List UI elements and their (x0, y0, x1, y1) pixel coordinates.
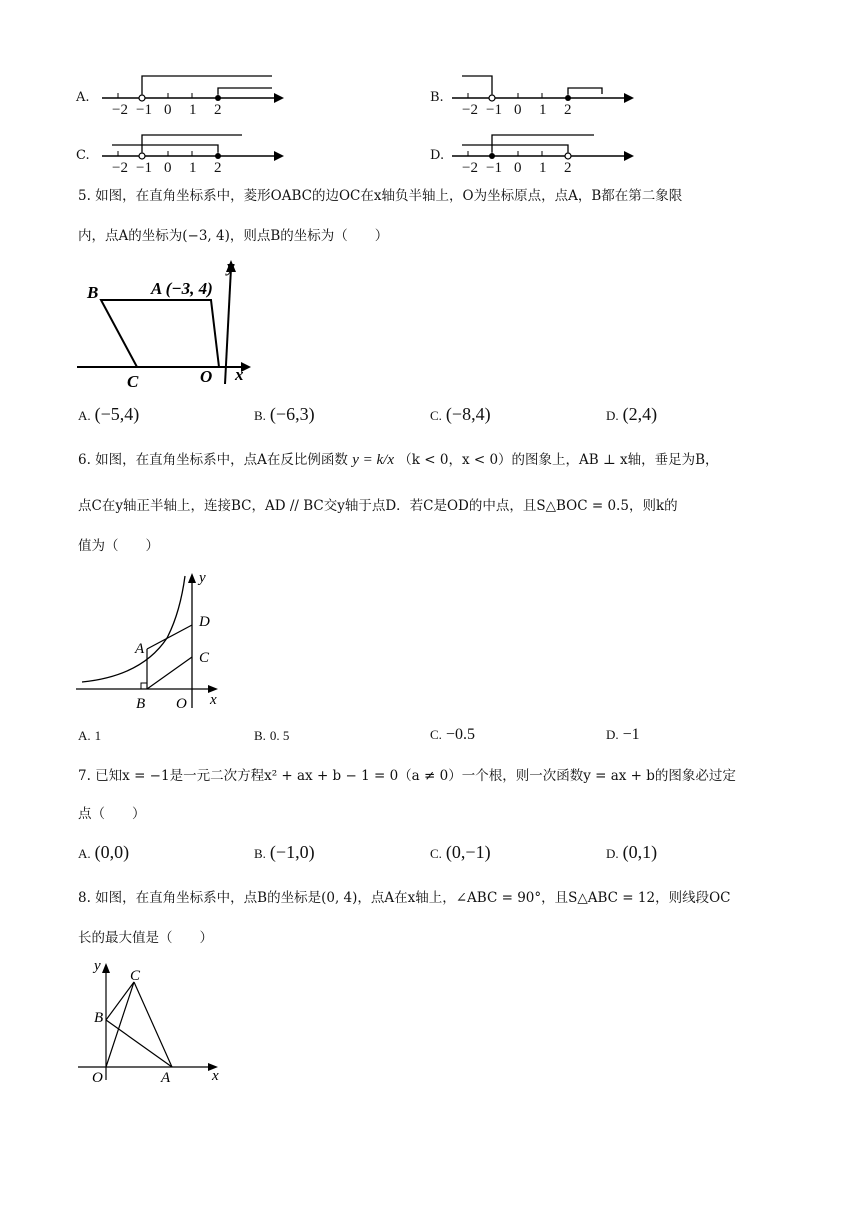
tick-label: −1 (136, 102, 152, 118)
tick-label: 2 (214, 160, 222, 176)
option-label: D. (606, 408, 619, 423)
q5-option-d[interactable] (606, 404, 657, 425)
option-label: D. (606, 846, 619, 861)
q7-stem-line2: 点（ ） (78, 806, 146, 822)
tick-label: 0 (164, 160, 172, 176)
option-value: −0.5 (445, 726, 475, 743)
tick-label: −2 (462, 160, 478, 176)
point-label-b: B (136, 696, 146, 712)
tick-label: 2 (564, 102, 572, 118)
option-value: −1 (622, 726, 640, 743)
axis-label-y: y (94, 958, 101, 974)
q6-stem-line1-end: （k < 0，x < 0）的图象上，AB ⊥ x轴，垂足为B， (398, 452, 719, 468)
option-value: (2,4) (622, 404, 658, 424)
tick-label: −2 (462, 102, 478, 118)
q6-option-d[interactable] (606, 726, 640, 744)
option-label: C. (430, 727, 442, 742)
point-label-c: C (130, 968, 141, 984)
point-label-o: O (200, 367, 213, 386)
q5-option-b[interactable] (254, 404, 315, 425)
option-label: A. (76, 90, 90, 105)
tick-label: 0 (514, 102, 522, 118)
option-label: B. (430, 90, 444, 105)
tick-label: 1 (189, 160, 197, 176)
axis-label-x: x (210, 692, 217, 708)
tick-label: 1 (189, 102, 197, 118)
axis-label-x: x (212, 1068, 219, 1084)
q5-stem-line1: 5. 如图，在直角坐标系中，菱形OABC的边OC在x轴负半轴上，O为坐标原点，点A，B都在第二象限 (78, 188, 683, 204)
option-label: B. (254, 846, 266, 861)
axis-label-y: y (227, 257, 235, 276)
option-value: (−6,3) (269, 404, 315, 424)
option-label: B. (254, 408, 266, 423)
axis-label-y: y (199, 570, 206, 586)
q8-triangle-figure (72, 956, 232, 1086)
point-label-c: C (199, 650, 210, 666)
point-label-d: D (199, 614, 210, 630)
q8-stem-line1: 8. 如图，在直角坐标系中，点B的坐标是(0, 4)，点A在x轴上，∠ABC = 90°，且S△ABC = 12，则线段OC (78, 890, 731, 906)
tick-label: 1 (539, 102, 547, 118)
q6-option-b[interactable] (254, 728, 289, 744)
q5-stem-line2: 内，点A的坐标为(−3, 4)，则点B的坐标为（ ） (78, 228, 389, 244)
q6-stem-line1 (78, 450, 719, 470)
option-value: (0,−1) (445, 842, 491, 862)
option-value: (−5,4) (94, 404, 140, 424)
option-label: B. (254, 728, 266, 743)
tick-label: −1 (486, 102, 502, 118)
option-value: (0,0) (94, 842, 130, 862)
q6-stem-line3: 值为（ ） (78, 538, 159, 554)
q7-option-c[interactable] (430, 842, 491, 863)
tick-label: 2 (214, 102, 222, 118)
option-value: (−8,4) (445, 404, 491, 424)
point-label-a: A (161, 1070, 171, 1086)
option-label: A. (78, 846, 91, 861)
q8-stem-line2: 长的最大值是（ ） (78, 930, 213, 946)
option-value: 0. 5 (269, 728, 290, 743)
tick-label: 1 (539, 160, 547, 176)
q5-option-c[interactable] (430, 404, 491, 425)
q7-stem-line1: 7. 已知x = −1是一元二次方程x² + ax + b − 1 = 0（a ≠ 0）一个根，则一次函数y = ax + b的图象必过定 (78, 768, 736, 784)
inverse-function: y = k/x (352, 452, 394, 468)
option-label: A. (78, 408, 91, 423)
tick-label: 2 (564, 160, 572, 176)
point-label-c: C (127, 372, 139, 391)
q6-inverse-figure (72, 568, 232, 716)
axis-label-x: x (235, 365, 244, 384)
tick-label: 0 (514, 160, 522, 176)
point-label-b: B (94, 1010, 104, 1026)
option-label: C. (430, 408, 442, 423)
tick-label: −1 (136, 160, 152, 176)
q7-option-a[interactable] (78, 842, 129, 863)
q5-rhombus-figure (75, 254, 265, 394)
tick-label: −2 (112, 160, 128, 176)
q6-option-c[interactable] (430, 726, 475, 744)
option-label: A. (78, 728, 91, 743)
option-value: (0,1) (622, 842, 658, 862)
tick-label: −2 (112, 102, 128, 118)
q6-stem-line1-start: 6. 如图，在直角坐标系中，点A在反比例函数 (78, 452, 348, 468)
q7-option-d[interactable] (606, 842, 657, 863)
point-label-o: O (176, 696, 187, 712)
point-label-b: B (87, 283, 99, 302)
option-label: C. (430, 846, 442, 861)
q7-option-b[interactable] (254, 842, 315, 863)
q6-stem-line2: 点C在y轴正半轴上，连接BC，AD // BC交y轴于点D．若C是OD的中点，且S△BOC = 0.5，则k的 (78, 498, 678, 514)
option-label: D. (606, 727, 619, 742)
q6-option-a[interactable] (78, 728, 101, 744)
point-label-a: A (135, 641, 145, 657)
option-label: D. (430, 148, 445, 163)
option-label: C. (76, 148, 90, 163)
tick-label: 0 (164, 102, 172, 118)
option-value: 1 (94, 728, 102, 743)
point-label-a: A (−3, 4) (151, 279, 213, 298)
option-value: (−1,0) (269, 842, 315, 862)
q5-option-a[interactable] (78, 404, 139, 425)
point-label-o: O (92, 1070, 103, 1086)
tick-label: −1 (486, 160, 502, 176)
